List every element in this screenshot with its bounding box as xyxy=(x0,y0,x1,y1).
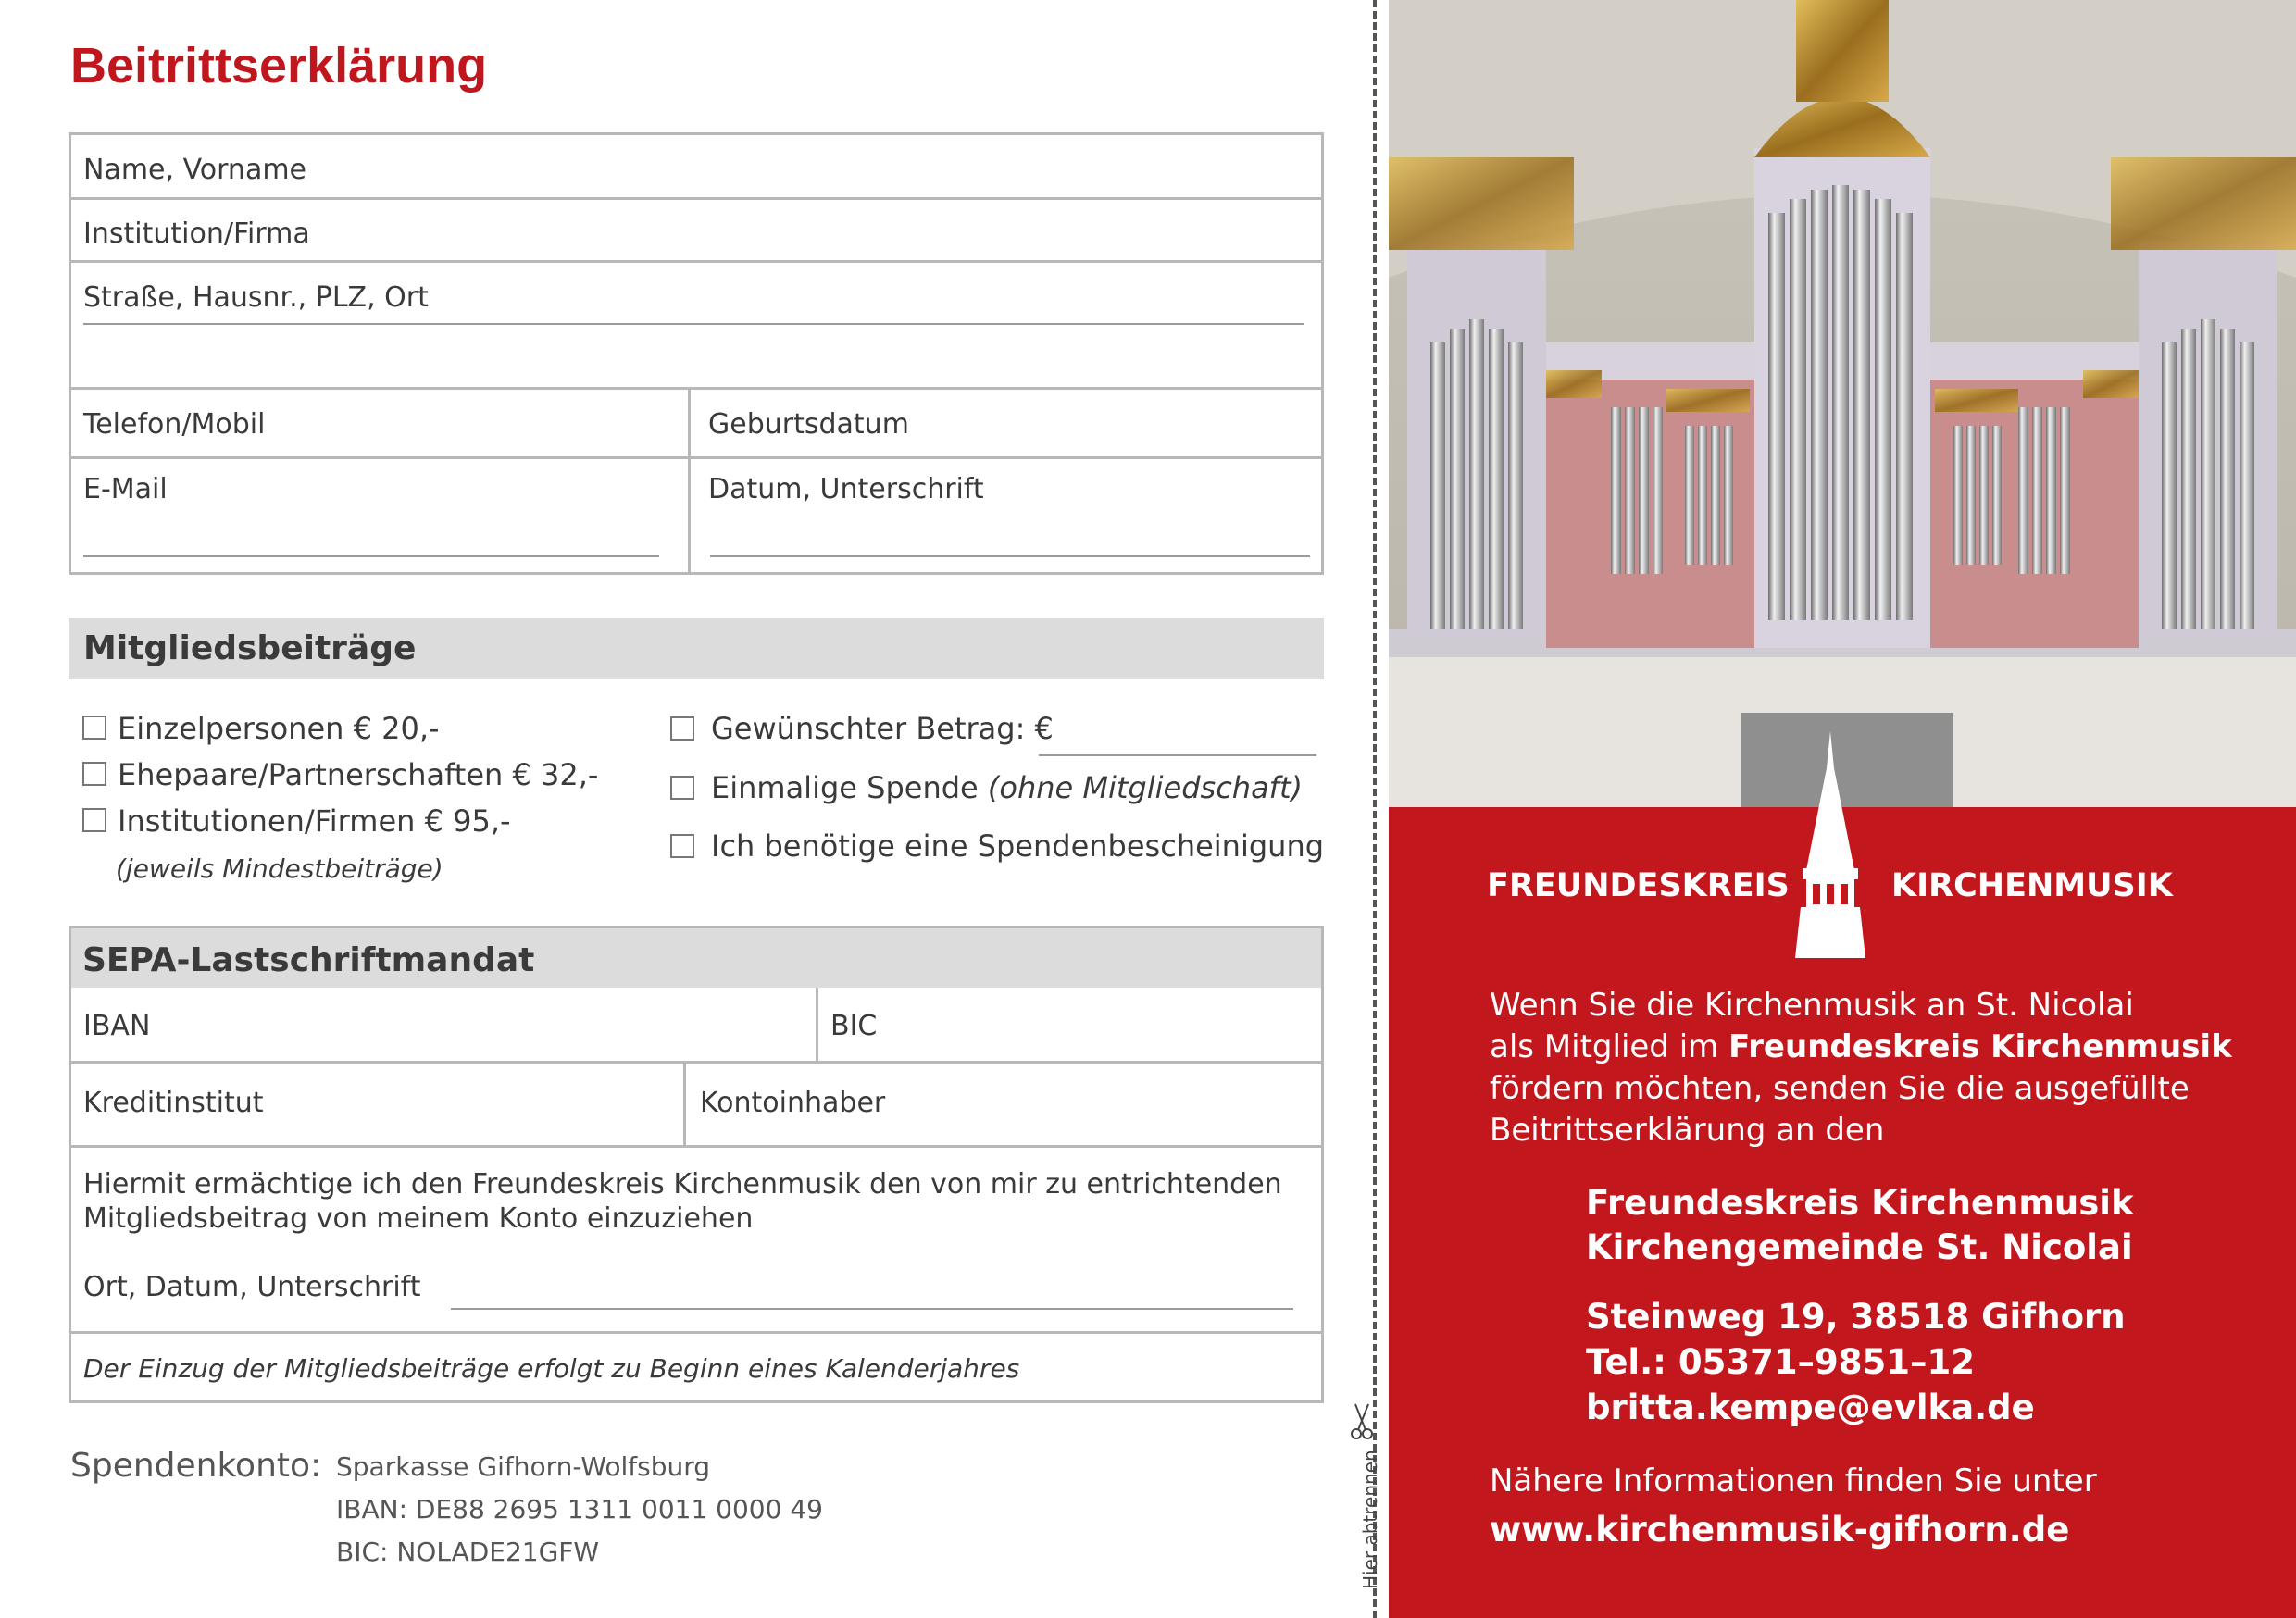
sepa-signature-label[interactable]: Ort, Datum, Unterschrift xyxy=(83,1271,421,1303)
minimum-fee-note: (jeweils Mindestbeiträge) xyxy=(116,853,443,884)
intro-line-2 xyxy=(1490,1028,2232,1065)
name-field-label[interactable]: Name, Vorname xyxy=(83,154,307,186)
divider xyxy=(69,1145,1324,1148)
divider xyxy=(69,260,1324,263)
desired-amount-input-line[interactable] xyxy=(1039,754,1316,756)
donation-account-label: Spendenkonto: xyxy=(70,1447,322,1485)
divider xyxy=(816,988,818,1061)
address-field-label[interactable]: Straße, Hausnr., PLZ, Ort xyxy=(83,281,429,314)
birthdate-field-label[interactable]: Geburtsdatum xyxy=(708,408,909,441)
divider xyxy=(688,387,691,575)
email-underline xyxy=(83,555,659,557)
iban-field-label[interactable]: IBAN xyxy=(83,1010,151,1042)
bank-field-label[interactable]: Kreditinstitut xyxy=(83,1087,264,1119)
fees-heading: Mitgliedsbeiträge xyxy=(69,618,1324,679)
sepa-authorization-line1: Hiermit ermächtige ich den Freundeskreis Kirchenmusik den von mir zu entrichtenden xyxy=(83,1168,1282,1201)
address-org: Freundeskreis Kirchenmusik xyxy=(1586,1183,2134,1223)
donation-bic: BIC: NOLADE21GFW xyxy=(336,1537,600,1567)
divider xyxy=(69,1331,1324,1334)
institution-field-label[interactable]: Institution/Firma xyxy=(83,218,310,250)
couple-fee-label: Ehepaare/Partnerschaften € 32,- xyxy=(118,757,599,792)
intro-line-3: fördern möchten, senden Sie die ausgefüllte xyxy=(1490,1070,2190,1107)
form-title: Beitrittserklärung xyxy=(70,38,488,93)
divider xyxy=(69,456,1324,459)
address-email[interactable]: britta.kempe@evlka.de xyxy=(1586,1388,2035,1427)
sepa-authorization-line2: Mitgliedsbeitrag von meinem Konto einzuziehen xyxy=(83,1202,754,1235)
single-fee-checkbox[interactable] xyxy=(82,716,106,740)
organ-photo xyxy=(1389,0,2296,807)
institution-fee-label: Institutionen/Firmen € 95,- xyxy=(118,803,511,839)
signature-underline xyxy=(710,555,1310,557)
one-time-donation-text: Einmalige Spende xyxy=(711,770,979,805)
info-line: Nähere Informationen finden Sie unter xyxy=(1490,1462,2097,1500)
donation-receipt-label: Ich benötige eine Spendenbescheinigung xyxy=(711,828,1325,864)
scissors-icon xyxy=(1348,1402,1376,1439)
sepa-signature-underline xyxy=(451,1308,1293,1310)
divider xyxy=(69,1061,1324,1064)
single-fee-label: Einzelpersonen € 20,- xyxy=(118,711,440,746)
institution-fee-checkbox[interactable] xyxy=(82,808,106,832)
one-time-donation-checkbox[interactable] xyxy=(670,776,694,800)
intro-line-2-bold: Freundeskreis Kirchenmusik xyxy=(1728,1028,2232,1065)
intro-line-4: Beitrittserklärung an den xyxy=(1490,1112,1885,1149)
intro-line-1: Wenn Sie die Kirchenmusik an St. Nicolai xyxy=(1490,987,2134,1024)
donation-bank-name: Sparkasse Gifhorn-Wolfsburg xyxy=(336,1451,711,1482)
logo-text-left: FREUNDESKREIS xyxy=(1487,867,1790,904)
address-phone: Tel.: 05371–9851–12 xyxy=(1586,1342,1976,1382)
address-street: Steinweg 19, 38518 Gifhorn xyxy=(1586,1297,2126,1337)
bic-field-label[interactable]: BIC xyxy=(830,1010,878,1042)
church-tower-icon xyxy=(1780,731,1880,958)
divider xyxy=(69,197,1324,200)
desired-amount-label: Gewünschter Betrag: € xyxy=(711,711,1054,746)
email-field-label[interactable]: E-Mail xyxy=(83,473,168,505)
logo-text-right: KIRCHENMUSIK xyxy=(1891,867,2173,904)
one-time-donation-note: (ohne Mitgliedschaft) xyxy=(987,770,1303,805)
donation-receipt-checkbox[interactable] xyxy=(670,834,694,858)
website-link[interactable]: www.kirchenmusik-gifhorn.de xyxy=(1490,1510,2070,1550)
intro-line-2-prefix: als Mitglied im xyxy=(1490,1028,1729,1065)
address-underline xyxy=(83,323,1304,325)
desired-amount-checkbox[interactable] xyxy=(670,716,694,741)
collection-note: Der Einzug der Mitgliedsbeiträge erfolgt zu Beginn eines Kalenderjahres xyxy=(83,1353,1020,1384)
divider xyxy=(683,1061,686,1145)
divider xyxy=(69,387,1324,390)
cut-hint-label: Hier abtrennen xyxy=(1359,1450,1381,1589)
perforation-line xyxy=(1373,0,1377,1618)
date-signature-field-label[interactable]: Datum, Unterschrift xyxy=(708,473,984,505)
sepa-heading: SEPA-Lastschriftmandat xyxy=(71,928,1321,988)
donation-iban: IBAN: DE88 2695 1311 0011 0000 49 xyxy=(336,1494,823,1525)
holder-field-label[interactable]: Kontoinhaber xyxy=(700,1087,886,1119)
phone-field-label[interactable]: Telefon/Mobil xyxy=(83,408,266,441)
one-time-donation-label xyxy=(711,770,1303,805)
address-parish: Kirchengemeinde St. Nicolai xyxy=(1586,1227,2133,1267)
couple-fee-checkbox[interactable] xyxy=(82,762,106,786)
